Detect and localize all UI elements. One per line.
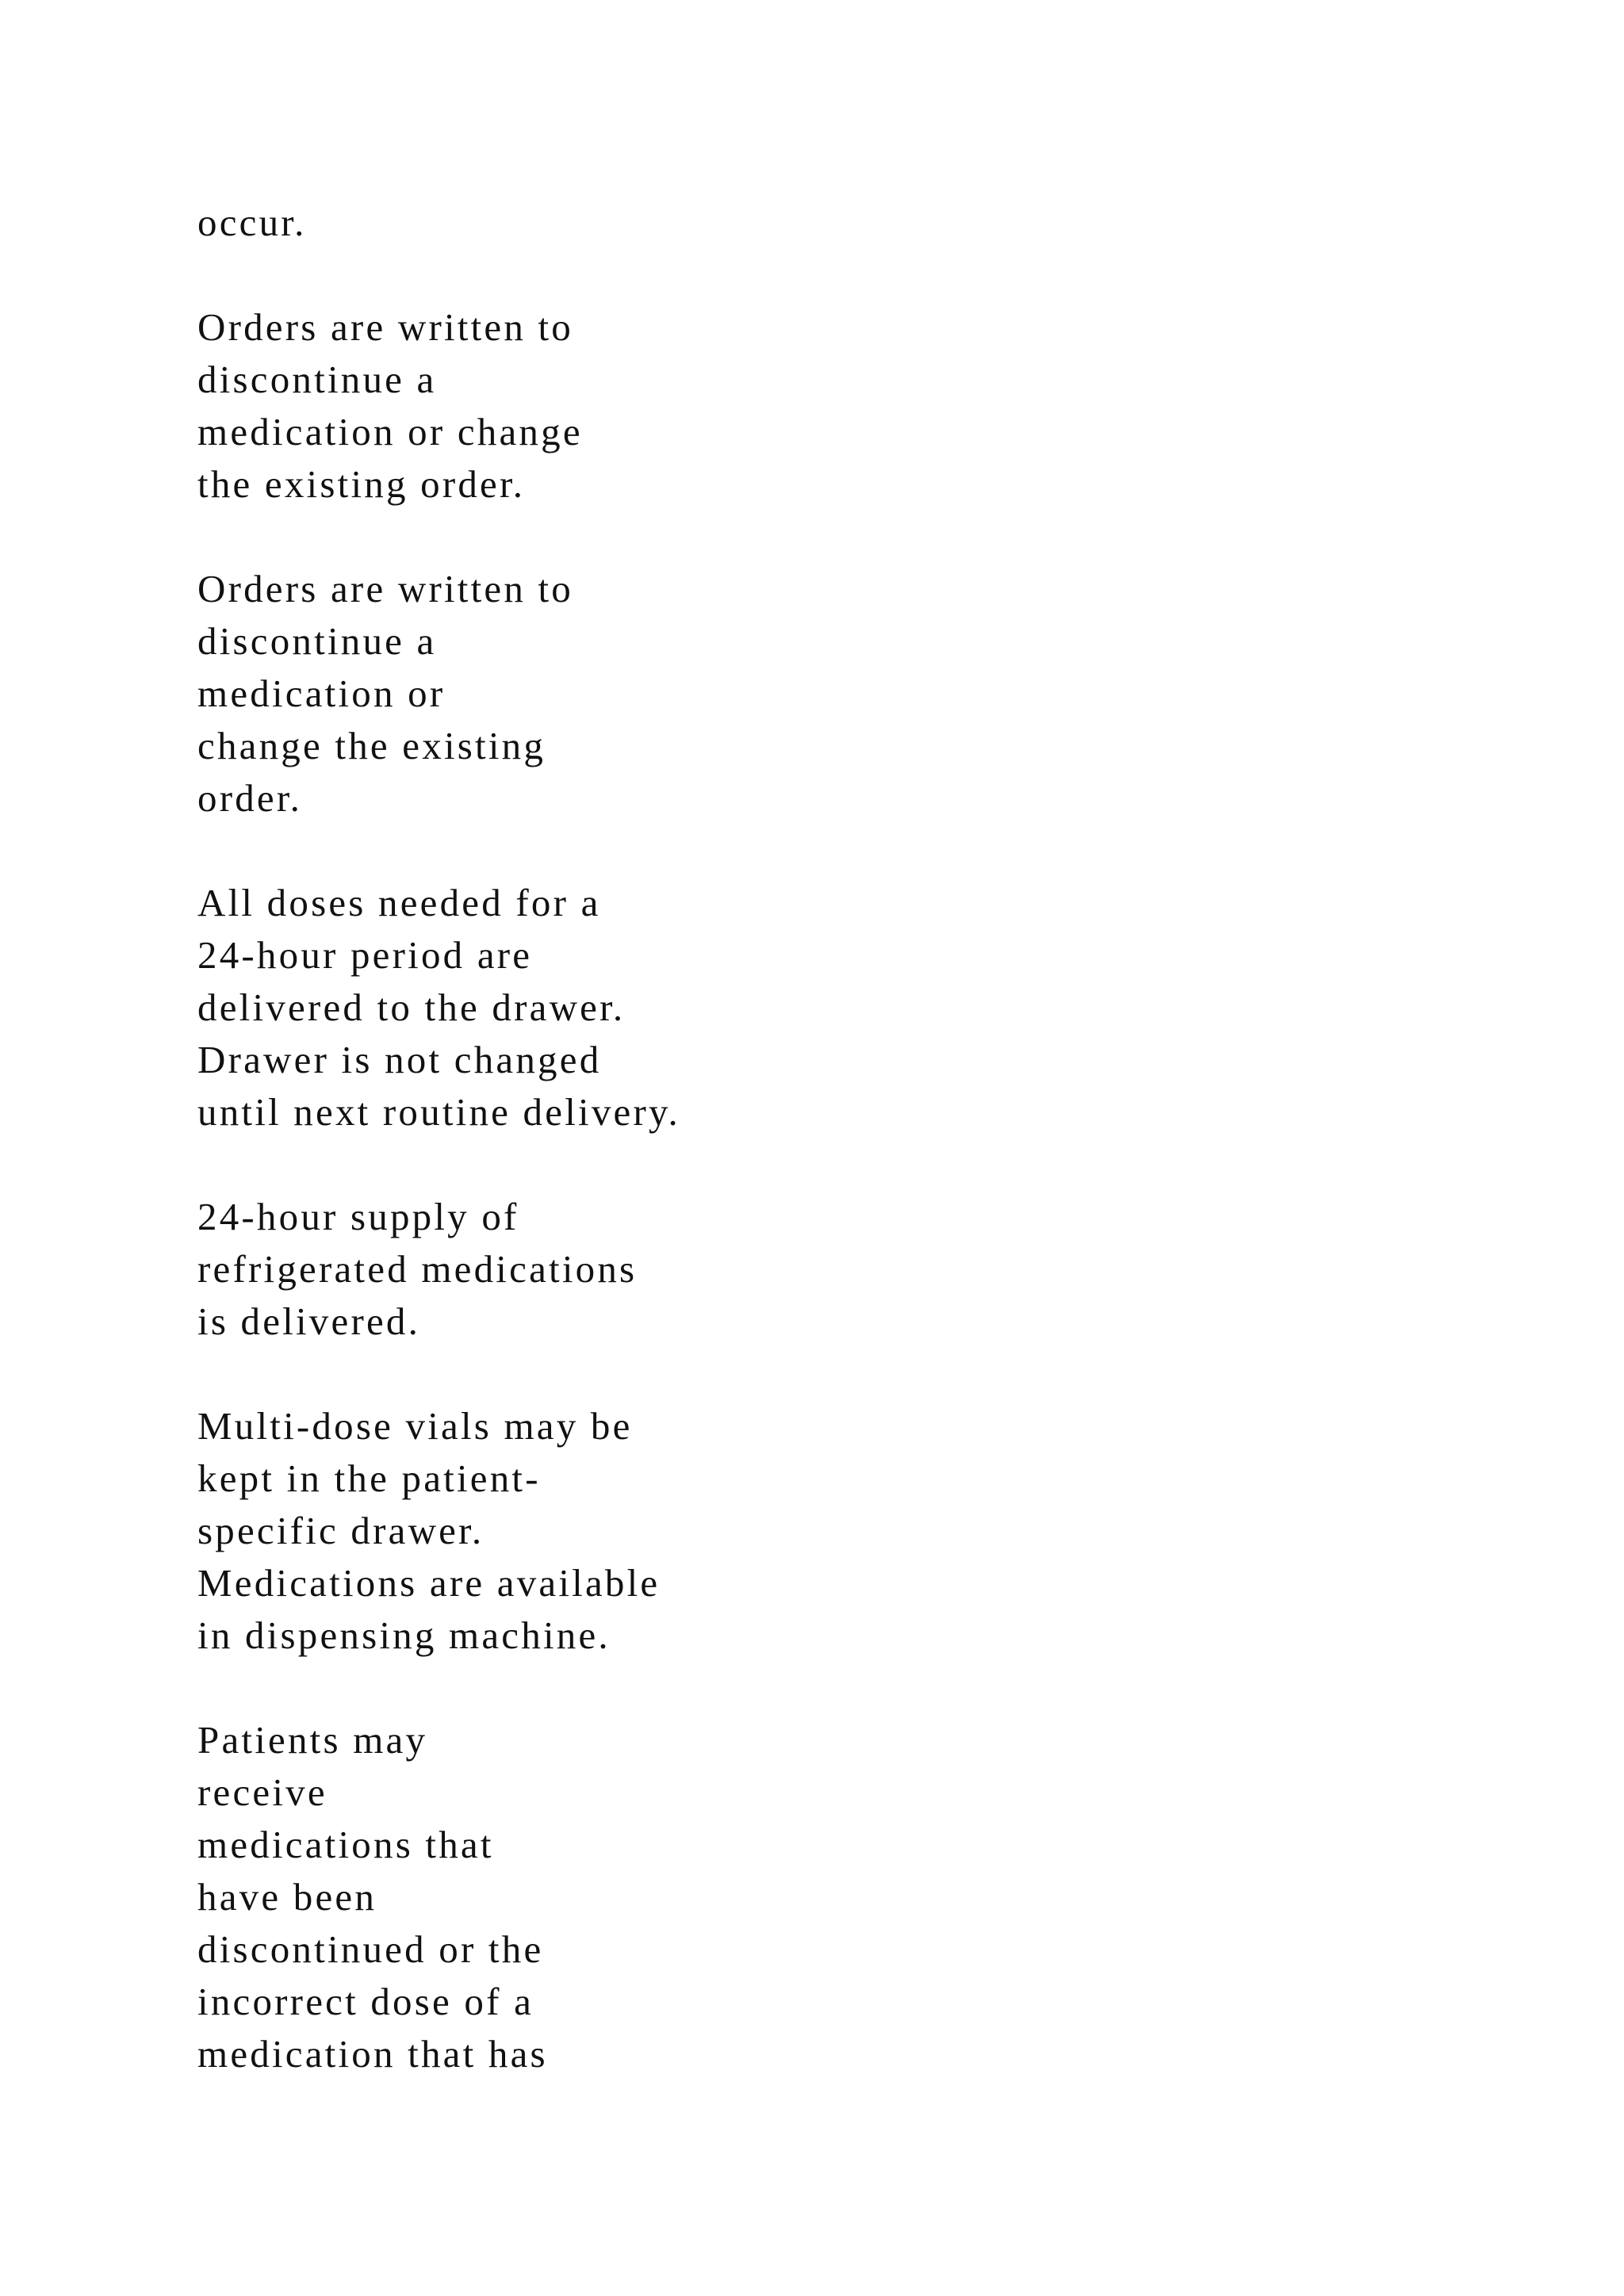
text-line: All doses needed for a (197, 881, 601, 924)
paragraph-gap (197, 511, 1149, 563)
text-line: delivered to the drawer. (197, 985, 626, 1029)
paragraph-gap (197, 1348, 1149, 1400)
text-line: medications that (197, 1823, 494, 1866)
paragraph (197, 563, 1149, 825)
paragraph-gap (197, 1138, 1149, 1191)
paragraph-gap (197, 249, 1149, 301)
text-line: discontinue a (197, 358, 437, 401)
text-line: Medications are available (197, 1561, 661, 1605)
text-line: order. (197, 776, 303, 820)
text-line: Multi-dose vials may be (197, 1404, 633, 1448)
paragraph (197, 1191, 1149, 1348)
paragraph-gap (197, 825, 1149, 877)
paragraph (197, 877, 1149, 1138)
paragraph (197, 197, 1149, 249)
text-line: medication or (197, 672, 446, 715)
text-line: incorrect dose of a (197, 1980, 534, 2023)
text-line: occur. (197, 201, 307, 244)
text-line: Patients may (197, 1718, 428, 1762)
text-line: receive (197, 1770, 327, 1814)
paragraph (197, 1400, 1149, 1662)
text-line: 24-hour supply of (197, 1195, 519, 1238)
paragraph-gap (197, 1662, 1149, 1714)
text-line: 24-hour period are (197, 933, 533, 977)
text-line: medication that has (197, 2032, 548, 2076)
paragraph (197, 301, 1149, 511)
text-line: Drawer is not changed (197, 1038, 602, 1081)
text-line: change the existing (197, 724, 546, 767)
paragraph (197, 1714, 1149, 2080)
text-line: Orders are written to (197, 305, 574, 349)
text-line: is delivered. (197, 1299, 421, 1343)
text-line: refrigerated medications (197, 1247, 638, 1291)
text-line: until next routine delivery. (197, 1090, 680, 1134)
text-line: have been (197, 1875, 377, 1919)
text-line: the existing order. (197, 462, 526, 506)
text-line: specific drawer. (197, 1509, 485, 1552)
text-line: kept in the patient- (197, 1456, 541, 1500)
text-line: discontinue a (197, 619, 437, 663)
text-line: Orders are written to (197, 567, 574, 610)
document-body (197, 197, 1149, 2080)
text-line: in dispensing machine. (197, 1613, 611, 1657)
text-line: medication or change (197, 410, 583, 453)
text-line: discontinued or the (197, 1927, 544, 1971)
